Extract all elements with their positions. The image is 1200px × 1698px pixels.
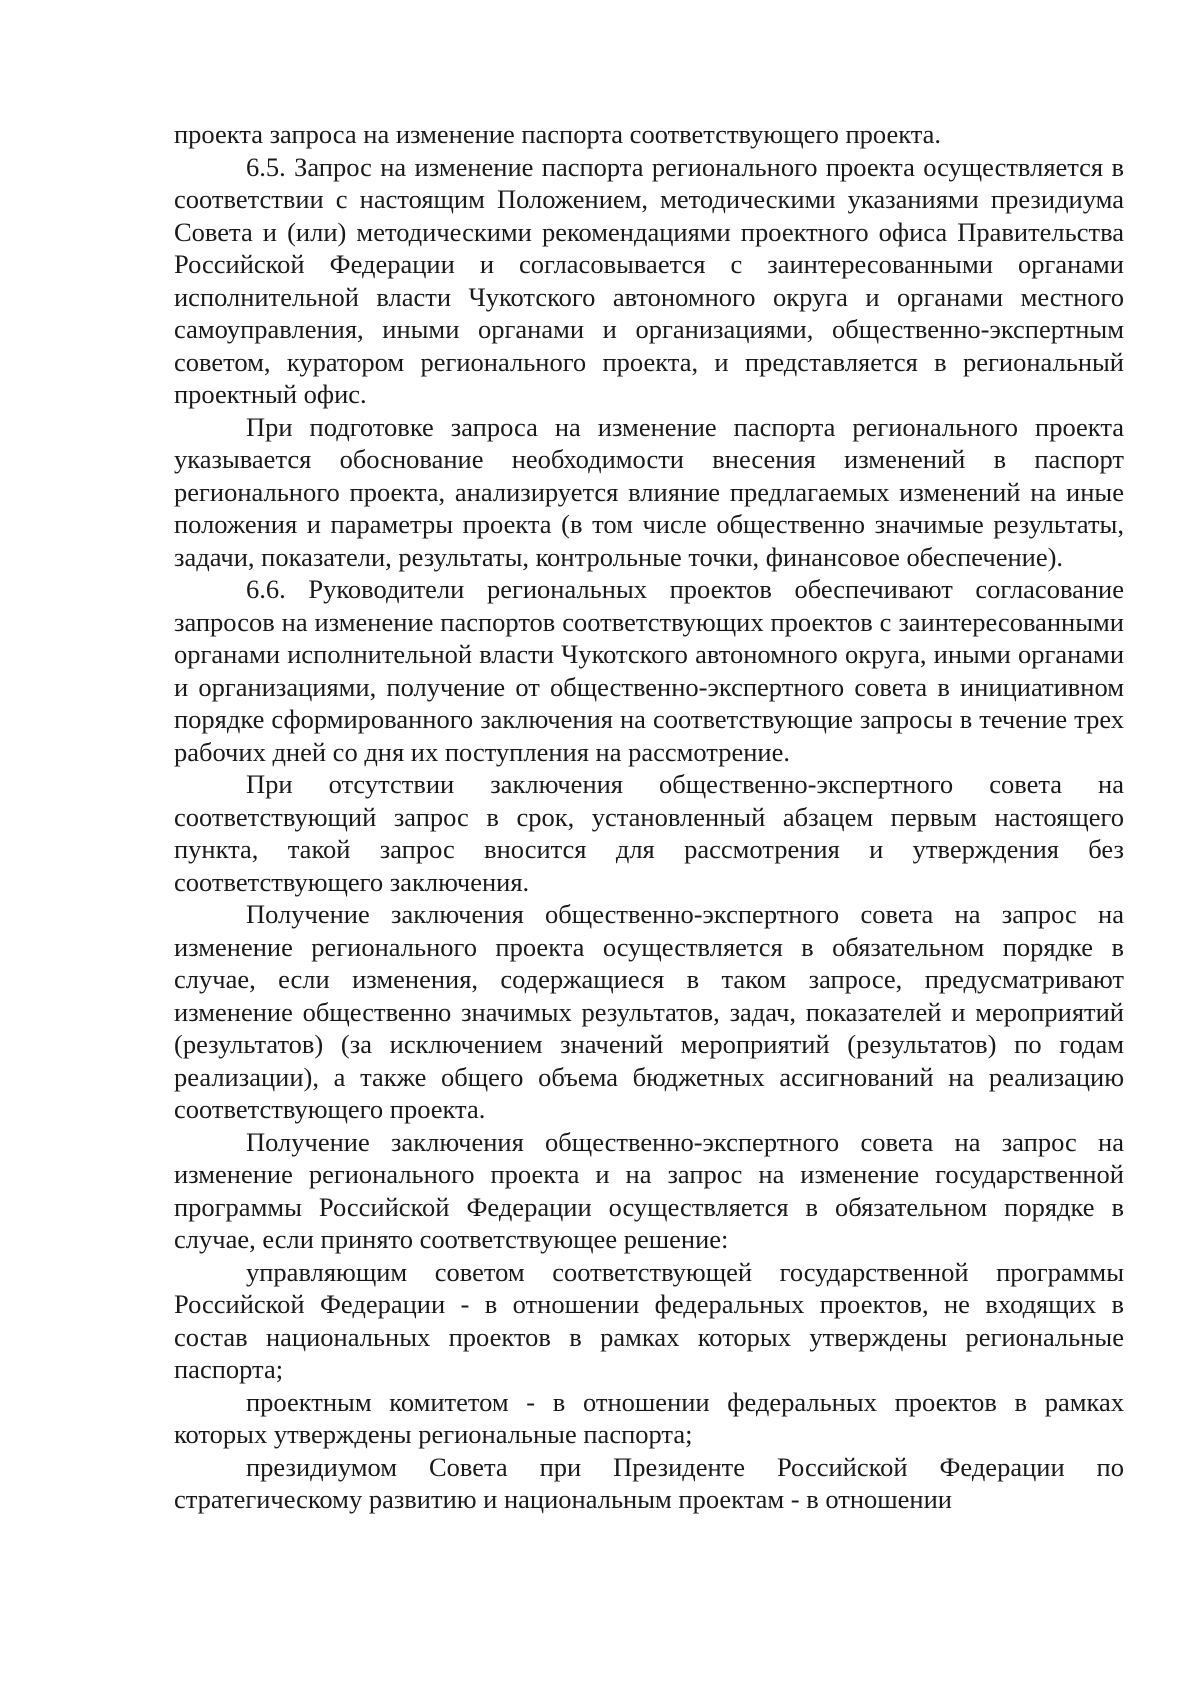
paragraph-absence-of-conclusion: При отсутствии заключения общественно-экспертного совета на соответствующий запрос в срок, установленный абзацем первым настоящего пункта, такой запрос вносится для рассмотрения и утверждения без соответствующего заключения. (174, 769, 1124, 897)
paragraph-6-6: 6.6. Руководители региональных проектов обеспечивают согласование запросов на изменение паспортов соответствующих проектов с заинтересованными органами исполнительной власти Чукотского автономного округа, иными органами и организациями, получение от общественно-экспертного совета в инициативном порядке сформированного заключения на соответствующие запросы в течение трех рабочих дней со дня их поступления на рассмотрение. (174, 574, 1124, 767)
paragraph-managing-council: управляющим советом соответствующей государственной программы Российской Федерации - в отношении федеральных проектов, не входящих в состав национальных проектов в рамках которых утверждены региональные паспорта; (174, 1256, 1124, 1384)
paragraph-6-5: 6.5. Запрос на изменение паспорта регионального проекта осуществляется в соответствии с настоящим Положением, методическими указаниями президиума Совета и (или) методическими рекомендациями проектного офиса Правительства Российской Федерации и согласовывается с заинтересованными органами исполнительной власти Чукотского автономного округа и органами местного самоуправления, иными органами и организациями, общественно-экспертным советом, куратором регионального проекта, и представляется в региональный проектный офис. (174, 151, 1124, 409)
paragraph-request-preparation: При подготовке запроса на изменение паспорта регионального проекта указывается обоснование необходимости внесения изменений в паспорт регионального проекта, анализируется влияние предлагаемых изменений на иные положения и параметры проекта (в том числе общественно значимые результаты, задачи, показатели, результаты, контрольные точки, финансовое обеспечение). (174, 411, 1124, 572)
paragraph-continuation: проекта запроса на изменение паспорта соответствующего проекта. (174, 119, 942, 149)
paragraph-mandatory-conclusion: Получение заключения общественно-экспертного совета на запрос на изменение регионального проекта осуществляется в обязательном порядке в случае, если изменения, содержащиеся в таком запросе, предусматривают изменение общественно значимых результатов, задач, показателей и мероприятий (результатов) (за исключением значений мероприятий (результатов) по годам реализации), а также общего объема бюджетных ассигнований на реализацию соответствующего проекта. (174, 899, 1124, 1124)
document-page (174, 118, 1124, 1516)
paragraph-project-committee: проектным комитетом - в отношении федеральных проектов в рамках которых утверждены региональные паспорта; (174, 1386, 1124, 1449)
paragraph-presidium: президиумом Совета при Президенте Российской Федерации по стратегическому развитию и национальным проектам - в отношении (174, 1451, 1124, 1514)
paragraph-mandatory-conclusion-decision: Получение заключения общественно-экспертного совета на запрос на изменение регионального проекта и на запрос на изменение государственной программы Российской Федерации осуществляется в обязательном порядке в случае, если принято соответствующее решение: (174, 1126, 1124, 1254)
